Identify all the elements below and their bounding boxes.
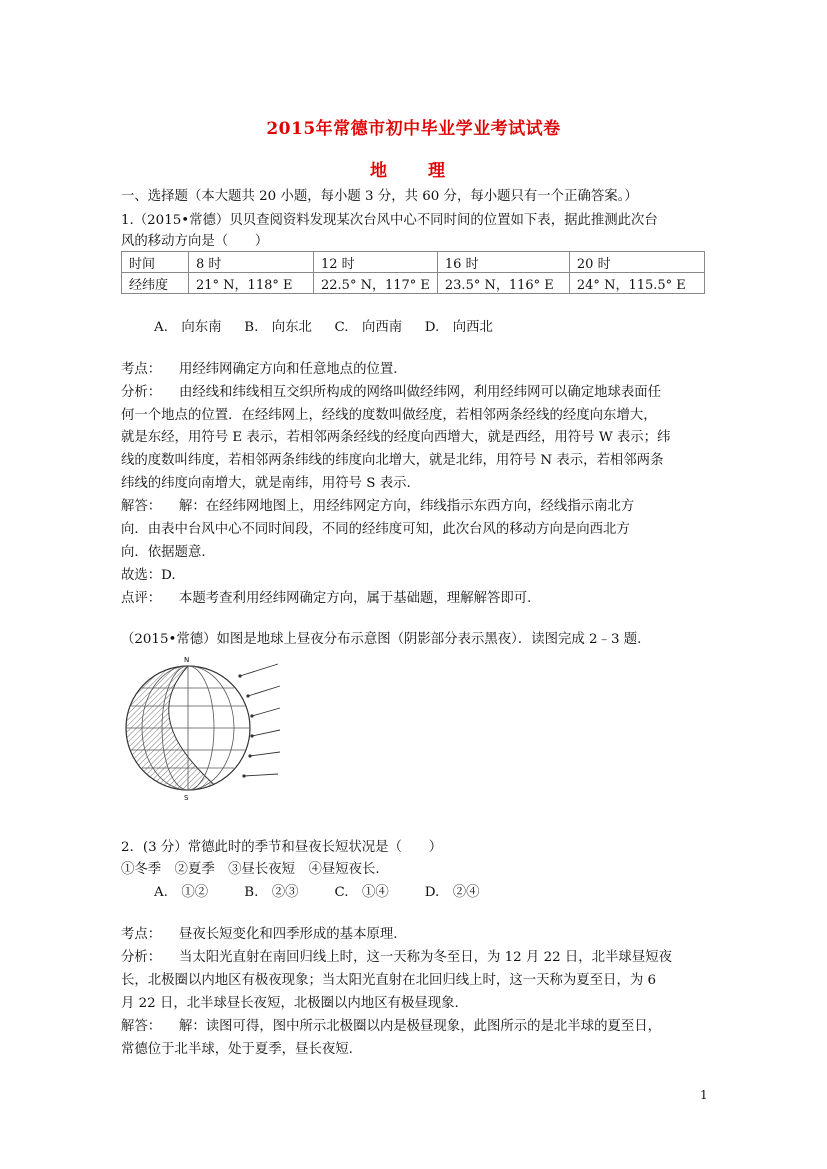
q1-fenxi-line5: 纬线的纬度向南增大，就是南纬，用符号 S 表示. <box>121 476 411 491</box>
exam-title: 2015年常德市初中毕业学业考试试卷 <box>266 119 561 139</box>
q2-fenxi-line3: 月 22 日，北半球昼长夜短，北极圈以内地区有极昼现象. <box>121 996 459 1011</box>
table-cell: 8 时 <box>189 252 314 273</box>
south-label: S <box>184 794 189 802</box>
q2-fenxi-line2: 长，北极圈以内地区有极夜现象；当太阳光直射在北回归线上时，这一天称为夏至日，为 6 <box>121 973 657 988</box>
q1-jieda-line3: 向．依据题意. <box>121 545 206 560</box>
sun-rays <box>240 664 280 776</box>
q1-dianping <box>121 589 531 609</box>
table-cell: 经纬度 <box>122 273 189 294</box>
q1-stem-line1: 1.（2015•常德）贝贝查阅资料发现某次台风中心不同时间的位置如下表，据此推测此次台 <box>121 213 658 228</box>
table-cell: 21° N，118° E <box>189 273 314 294</box>
dianping-text: 本题考查利用经纬网确定方向，属于基础题，理解解答即可. <box>179 591 532 606</box>
q1-kaodian <box>121 360 398 380</box>
fenxi-label: 分析： <box>121 950 162 965</box>
table-cell: 时间 <box>122 252 189 273</box>
q1-fenxi-line3: 就是东经，用符号 E 表示，若相邻两条经线的经度向西增大，就是西经，用符号 W 表示；纬 <box>121 430 671 445</box>
option-a: A. ①② <box>154 885 209 900</box>
q2-stem: 2．(3 分）常德此时的季节和昼夜长短状况是（ ） <box>121 840 443 855</box>
q1-jieda-line1 <box>121 497 634 517</box>
kaodian-label: 考点： <box>121 927 162 942</box>
q1-stem-line2: 风的移动方向是（ ） <box>121 234 269 249</box>
q1-fenxi-line1 <box>121 383 661 403</box>
q2-kaodian <box>121 925 398 945</box>
q1-fenxi-line2: 何一个地点的位置．在经纬网上，经线的度数叫做经度，若相邻两条经线的经度向东增大， <box>121 408 657 423</box>
dianping-label: 点评： <box>121 591 162 606</box>
jieda-text: 解：读图可得，图中所示北极圈以内是极昼现象，此图所示的是北半球的夏至日， <box>179 1019 662 1034</box>
fenxi-label: 分析： <box>121 385 162 400</box>
typhoon-position-table <box>121 251 705 294</box>
option-d: D. 向西北 <box>424 320 493 335</box>
q1-options <box>154 318 493 338</box>
earth-daynight-figure <box>120 648 288 812</box>
option-b: B. 向东北 <box>244 320 312 335</box>
option-c: C. 向西南 <box>334 320 403 335</box>
q2-jieda-line1 <box>121 1017 661 1037</box>
table-cell: 16 时 <box>437 252 569 273</box>
fenxi-text: 当太阳光直射在南回归线上时，这一天称为冬至日，为 12 月 22 日，北半球昼短夜 <box>179 950 672 965</box>
table-cell: 23.5° N，116° E <box>437 273 569 294</box>
table-cell: 20 时 <box>569 252 704 273</box>
q2-fenxi-line1 <box>121 948 672 968</box>
option-a: A. 向东南 <box>154 320 222 335</box>
group-intro: （2015•常德）如图是地球上昼夜分布示意图（阴影部分表示黑夜）．读图完成 2﹣3 题. <box>121 632 642 647</box>
kaodian-text: 用经纬网确定方向和任意地点的位置. <box>179 362 398 377</box>
fenxi-text: 由经线和纬线相互交织所构成的网络叫做经纬网，利用经纬网可以确定地球表面任 <box>179 385 662 400</box>
option-b: B. ②③ <box>244 885 299 900</box>
q1-fenxi-line4: 线的度数叫纬度，若相邻两条纬线的纬度向北增大，就是北纬，用符号 N 表示，若相邻两条 <box>121 453 664 468</box>
north-label: N <box>184 656 190 664</box>
jieda-text: 解：在经纬网地图上，用经纬网定方向，纬线指示东西方向，经线指示南北方 <box>179 499 635 514</box>
table-cell: 22.5° N，117° E <box>314 273 438 294</box>
section-heading: 一、选择题（本大题共 20 小题，每小题 3 分，共 60 分，每小题只有一个正确答案。） <box>121 189 638 204</box>
page-number: 1 <box>700 1088 708 1102</box>
table-row <box>122 273 705 294</box>
q1-guxuan: 故选：D. <box>121 568 176 583</box>
table-cell: 24° N，115.5° E <box>569 273 704 294</box>
table-header-row <box>122 252 705 273</box>
q1-jieda-line2: 向．由表中台风中心不同时间段，不同的经纬度可知，此次台风的移动方向是向西北方 <box>121 522 630 537</box>
kaodian-label: 考点： <box>121 362 162 377</box>
option-c: C. ①④ <box>334 885 389 900</box>
table-cell: 12 时 <box>314 252 438 273</box>
subject-title: 地 理 <box>370 161 457 181</box>
q2-choices: ①冬季 ②夏季 ③昼长夜短 ④昼短夜长. <box>121 862 380 877</box>
option-d: D. ②④ <box>424 885 480 900</box>
q2-options <box>154 883 479 903</box>
jieda-label: 解答： <box>121 1019 162 1034</box>
q2-jieda-line2: 常德位于北半球，处于夏季，昼长夜短. <box>121 1042 353 1057</box>
kaodian-text: 昼夜长短变化和四季形成的基本原理. <box>179 927 398 942</box>
jieda-label: 解答： <box>121 499 162 514</box>
